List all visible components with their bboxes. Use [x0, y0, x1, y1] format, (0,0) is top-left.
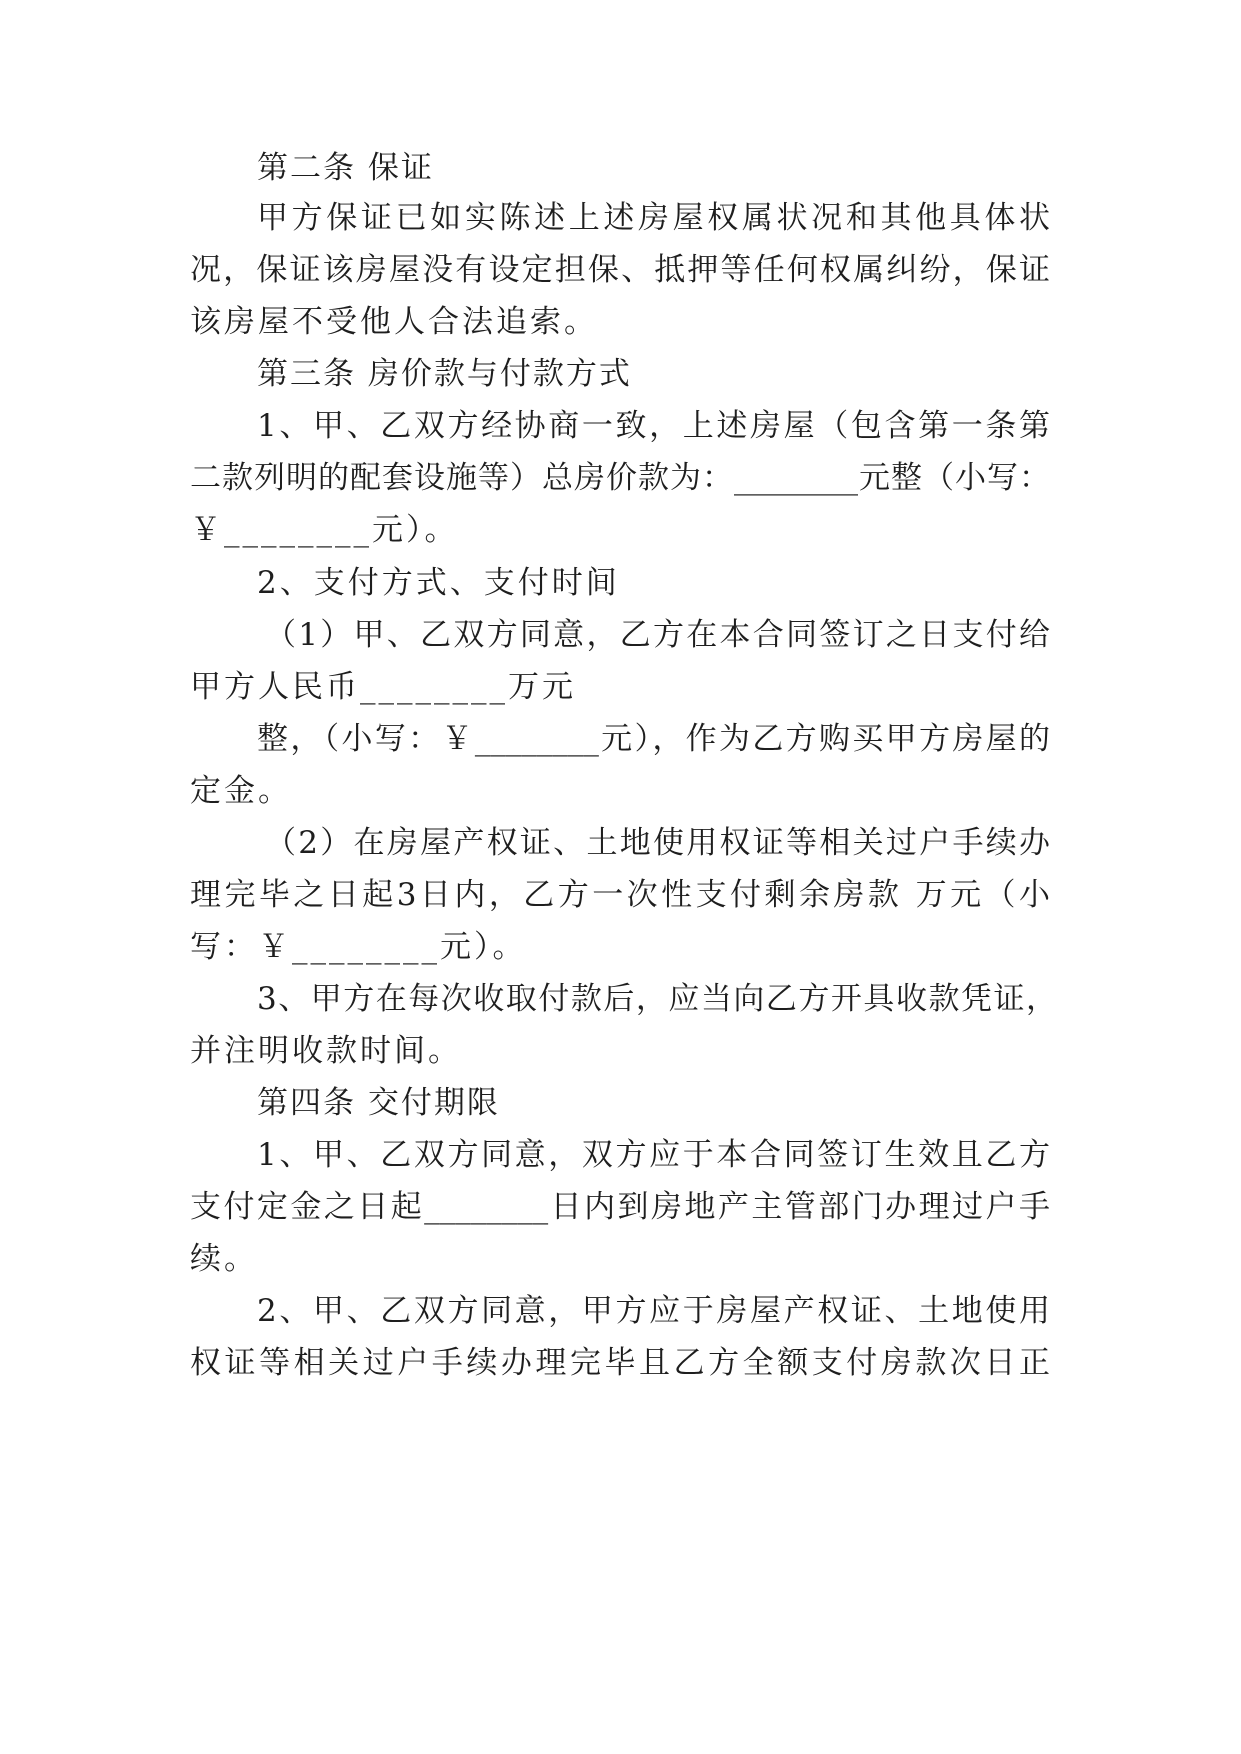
paragraph-line: 支付定金之日起________日内到房地产主管部门办理过户手 — [190, 1189, 1050, 1225]
paragraph-line: 续。 — [190, 1241, 258, 1277]
section-heading-article-3: 第三条 房价款与付款方式 — [257, 356, 632, 392]
paragraph-line: 甲方保证已如实陈述上述房屋权属状况和其他具体状 — [257, 200, 1050, 236]
section-heading-article-4: 第四条 交付期限 — [257, 1085, 500, 1121]
section-heading-article-2: 第二条 保证 — [257, 150, 434, 186]
paragraph-line: ￥________元）。 — [190, 512, 459, 548]
paragraph-line: 1、甲、乙双方同意，双方应于本合同签订生效且乙方 — [257, 1137, 1050, 1173]
paragraph-line: 况，保证该房屋没有设定担保、抵押等任何权属纠纷，保证 — [190, 252, 1050, 288]
paragraph-line: 甲方人民币________万元 — [190, 669, 576, 705]
paragraph-line: 二款列明的配套设施等）总房价款为：________元整（小写： — [190, 460, 1050, 496]
paragraph-line: 3、甲方在每次收取付款后，应当向乙方开具收款凭证， — [257, 981, 1057, 1017]
paragraph-line: 权证等相关过户手续办理完毕且乙方全额支付房款次日正 — [190, 1345, 1050, 1381]
paragraph-line: （1）甲、乙双方同意，乙方在本合同签订之日支付给 — [265, 617, 1050, 653]
paragraph-line: 写：￥________元）。 — [190, 929, 527, 965]
paragraph-line: 并注明收款时间。 — [190, 1033, 462, 1069]
paragraph-line: （2）在房屋产权证、土地使用权证等相关过户手续办 — [265, 825, 1050, 861]
paragraph-line: 该房屋不受他人合法追索。 — [190, 304, 598, 340]
paragraph-line: 2、支付方式、支付时间 — [257, 565, 620, 601]
paragraph-line: 定金。 — [190, 773, 292, 809]
paragraph-line: 理完毕之日起3日内，乙方一次性支付剩余房款 万元（小 — [190, 877, 1050, 913]
paragraph-line: 1、甲、乙双方经协商一致，上述房屋（包含第一条第 — [257, 408, 1050, 444]
paragraph-line: 整，（小写：￥________元），作为乙方购买甲方房屋的 — [257, 721, 1050, 757]
paragraph-line: 2、甲、乙双方同意，甲方应于房屋产权证、土地使用 — [257, 1293, 1050, 1329]
